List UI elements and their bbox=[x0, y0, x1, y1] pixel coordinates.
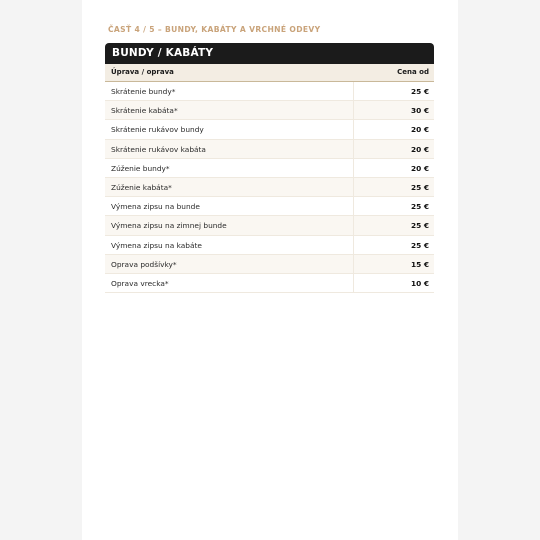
repair-price: 20 € bbox=[353, 159, 434, 177]
repair-price: 15 € bbox=[353, 255, 434, 273]
section-heading: ČASŤ 4 / 5 – BUNDY, KABÁTY A VRCHNÉ ODEVY bbox=[108, 25, 321, 34]
repair-name: Oprava vrecka* bbox=[111, 278, 169, 288]
repair-price: 25 € bbox=[353, 82, 434, 100]
document-page bbox=[82, 0, 458, 540]
repair-price: 25 € bbox=[353, 236, 434, 254]
repair-price: 25 € bbox=[353, 216, 434, 234]
table-row bbox=[105, 197, 434, 216]
table-row bbox=[105, 159, 434, 178]
price-table bbox=[105, 43, 434, 293]
repair-name: Výmena zipsu na zimnej bunde bbox=[111, 221, 227, 231]
table-row bbox=[105, 216, 434, 235]
repair-name: Zúženie bundy* bbox=[111, 163, 170, 173]
table-row bbox=[105, 140, 434, 159]
table-row bbox=[105, 101, 434, 120]
repair-price: 20 € bbox=[353, 120, 434, 138]
repair-name: Skrátenie rukávov kabáta bbox=[111, 144, 206, 154]
table-row bbox=[105, 255, 434, 274]
repair-name: Výmena zipsu na bunde bbox=[111, 202, 200, 212]
repair-price: 25 € bbox=[353, 178, 434, 196]
column-header-repair: Úprava / oprava bbox=[111, 68, 174, 76]
table-row bbox=[105, 274, 434, 293]
table-row bbox=[105, 178, 434, 197]
repair-price: 30 € bbox=[353, 101, 434, 119]
table-title: BUNDY / KABÁTY bbox=[105, 43, 434, 64]
repair-name: Oprava podšívky* bbox=[111, 259, 177, 269]
repair-name: Zúženie kabáta* bbox=[111, 182, 172, 192]
repair-price: 20 € bbox=[353, 140, 434, 158]
repair-name: Výmena zipsu na kabáte bbox=[111, 240, 202, 250]
repair-price: 25 € bbox=[353, 197, 434, 215]
table-row bbox=[105, 82, 434, 101]
repair-name: Skrátenie rukávov bundy bbox=[111, 125, 204, 135]
repair-price: 10 € bbox=[353, 274, 434, 292]
repair-name: Skrátenie bundy* bbox=[111, 87, 176, 96]
column-header-price: Cena od bbox=[397, 68, 429, 76]
table-row bbox=[105, 236, 434, 255]
repair-name: Skrátenie kabáta* bbox=[111, 106, 178, 116]
table-row bbox=[105, 120, 434, 139]
table-header-row bbox=[105, 64, 434, 82]
